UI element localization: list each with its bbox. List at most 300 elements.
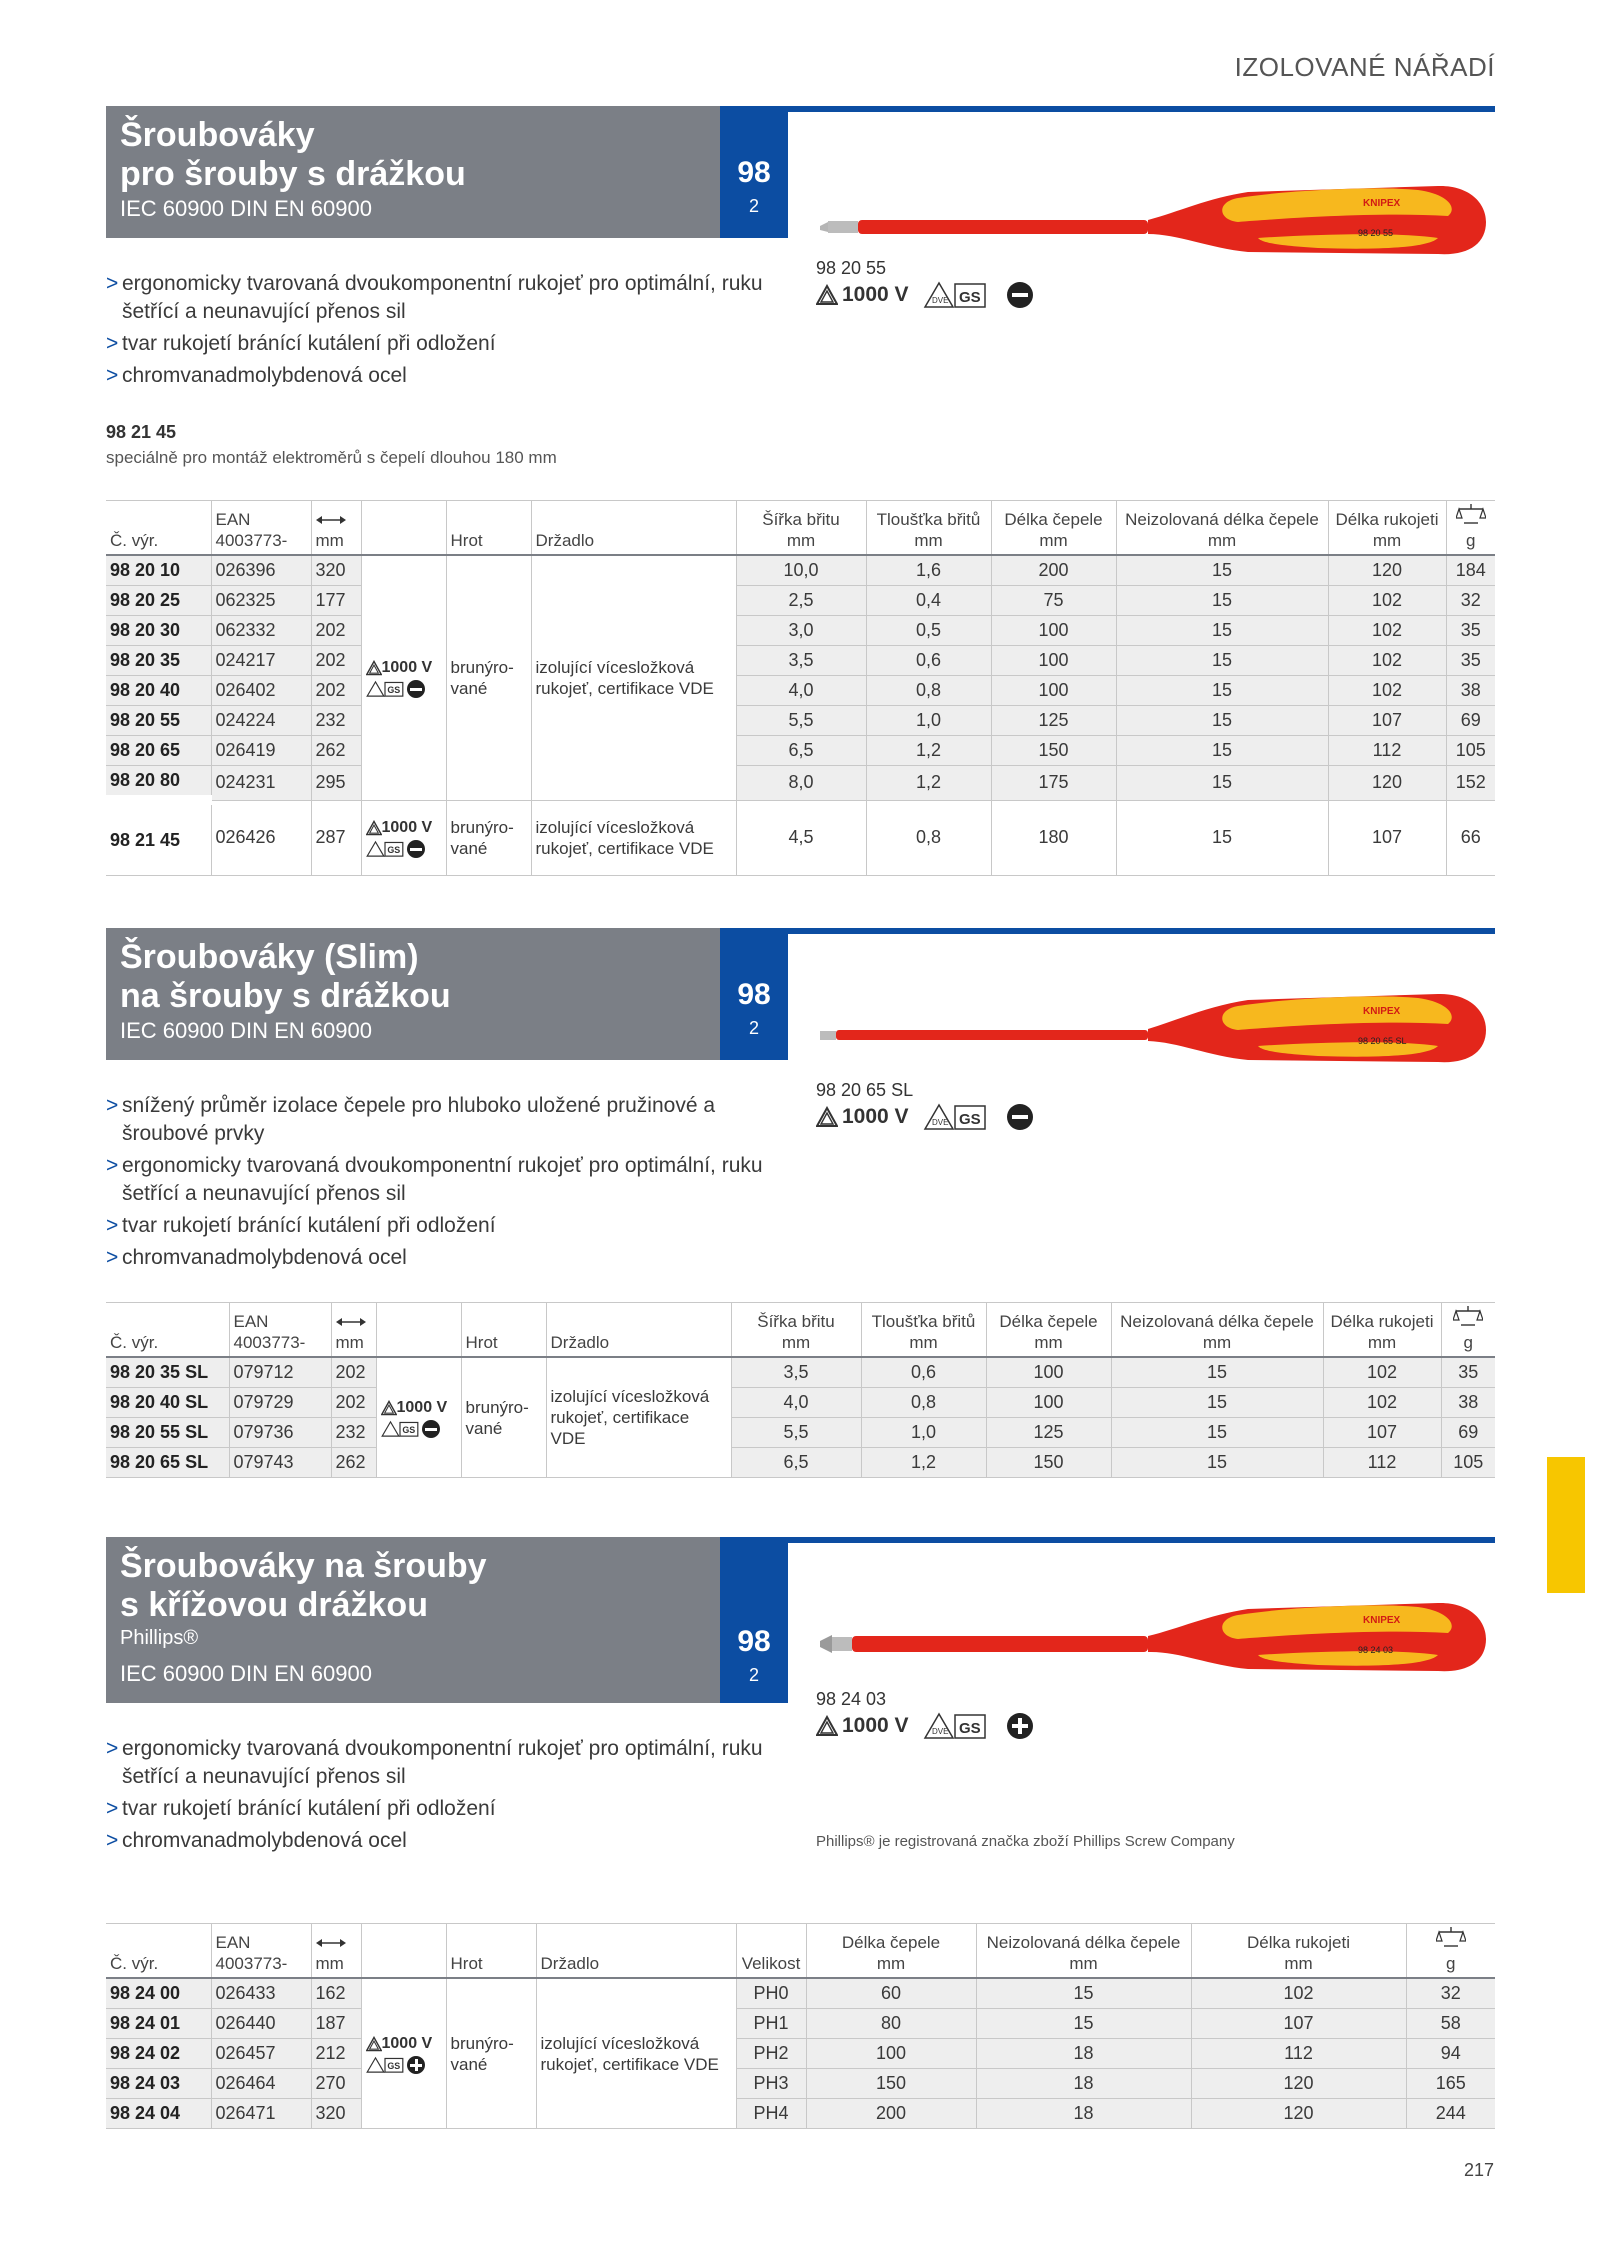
feature-item: > snížený průměr izolace čepele pro hluboko uložené pružinové a šroubové prvky: [106, 1094, 716, 1145]
table-row: [106, 1448, 1495, 1478]
table-cell: 152: [1446, 766, 1495, 801]
table-cell: 026440: [211, 2009, 311, 2039]
col-uninsulated-length: Neizolovaná délka čepele mm: [1116, 501, 1328, 556]
col-uninsulated-length: Neizolovaná délka čepele mm: [1111, 1303, 1323, 1358]
product-table: [106, 500, 1495, 876]
table-cell: 98 20 55 SL: [106, 1418, 229, 1448]
col-blade-length: Délka čepele mm: [991, 501, 1116, 556]
length-arrow-icon: [316, 515, 346, 525]
table-cell: 120: [1191, 2069, 1406, 2099]
table-row: [106, 2039, 1495, 2069]
table-cell: 1,2: [866, 736, 991, 766]
table-cell: 98 20 35: [106, 646, 211, 676]
page-number: 217: [1463, 2160, 1494, 2180]
col-blade-length: Délka čepele mm: [986, 1303, 1111, 1358]
section-phillips-screwdrivers: [106, 1537, 1495, 2177]
table-cell: 295: [311, 766, 361, 801]
vde-gs-certification-icon: [366, 840, 404, 858]
voltage-icons: 1000 V GS: [366, 2033, 442, 2074]
col-handle: Držadlo: [546, 1303, 731, 1358]
table-cell: 18: [976, 2039, 1191, 2069]
section-rule: [788, 106, 1495, 112]
table-cell: 38: [1446, 676, 1495, 706]
insulation-triangle-icon: [366, 820, 382, 836]
table-row: [106, 586, 1495, 616]
feature-list: [106, 1092, 766, 1276]
table-cell: 66: [1446, 800, 1495, 876]
table-row: [106, 2009, 1495, 2039]
table-row: [106, 766, 1495, 801]
tip-cell: brunýro- vané: [446, 800, 531, 876]
svg-text:DVE: DVE: [931, 1727, 949, 1736]
table-cell: PH0: [736, 1978, 806, 2009]
table-cell: 079729: [229, 1388, 331, 1418]
table-cell: 98 21 45: [106, 800, 211, 876]
table-cell: 15: [1111, 1357, 1323, 1388]
table-cell: 6,5: [736, 736, 866, 766]
table-cell: 15: [1116, 766, 1328, 801]
col-uninsulated-length: Neizolovaná délka čepele mm: [976, 1924, 1191, 1979]
handle-cell: izolující vícesložková rukojeť, certifikace VDE: [546, 1357, 731, 1478]
table-cell: 262: [331, 1448, 376, 1478]
table-cell: 10,0: [736, 555, 866, 586]
phillips-tip-icon: [1007, 1713, 1033, 1739]
table-cell: 4,0: [731, 1388, 861, 1418]
section-title: Šroubováky na šrouby s křížovou drážkou: [120, 1547, 487, 1624]
length-arrow-icon: [336, 1317, 366, 1327]
col-handle: Držadlo: [536, 1924, 736, 1979]
table-cell: 112: [1328, 736, 1446, 766]
section-slim-screwdrivers: [106, 928, 1495, 1488]
table-cell: 079712: [229, 1357, 331, 1388]
table-cell: PH4: [736, 2099, 806, 2129]
col-tip: Hrot: [446, 1924, 536, 1979]
table-cell: 35: [1441, 1357, 1495, 1388]
col-handle-length: Délka rukojeti mm: [1328, 501, 1446, 556]
table-row: [106, 2069, 1495, 2099]
col-ean: EAN 4003773-: [211, 501, 311, 556]
svg-text:GS: GS: [386, 845, 400, 856]
table-cell: 15: [1111, 1448, 1323, 1478]
table-cell: 062325: [211, 586, 311, 616]
table-cell: 1,2: [861, 1448, 986, 1478]
product-info: [816, 258, 1033, 309]
section-rule: [788, 928, 1495, 934]
table-cell: 1,0: [866, 706, 991, 736]
slotted-tip-icon: [1007, 282, 1033, 308]
insulation-triangle-icon: [816, 284, 838, 306]
table-cell: 184: [1446, 555, 1495, 586]
table-cell: 125: [986, 1418, 1111, 1448]
note-product-code: 98 21 45: [106, 422, 177, 442]
voltage-cell: [361, 800, 446, 876]
table-row: [106, 646, 1495, 676]
section-standards: IEC 60900 DIN EN 60900: [120, 196, 372, 221]
group-number-box: [720, 928, 788, 1060]
table-row: [106, 2099, 1495, 2129]
table-cell: 100: [991, 676, 1116, 706]
table-cell: 112: [1323, 1448, 1441, 1478]
table-cell: 3,5: [731, 1357, 861, 1388]
table-cell: 150: [806, 2069, 976, 2099]
table-cell: 079736: [229, 1418, 331, 1448]
table-cell: 102: [1191, 1978, 1406, 2009]
table-cell: 100: [991, 646, 1116, 676]
group-number: 98: [737, 1625, 771, 1658]
table-cell: 6,5: [731, 1448, 861, 1478]
vde-gs-certification-icon: [923, 281, 987, 309]
table-cell: 15: [1111, 1418, 1323, 1448]
table-cell: 98 20 65 SL: [106, 1448, 229, 1478]
table-cell: 0,4: [866, 586, 991, 616]
table-cell: 8,0: [736, 766, 866, 801]
handle-cell: izolující vícesložková rukojeť, certifikace VDE: [536, 1978, 736, 2129]
table-cell: 98 20 65: [106, 736, 211, 766]
svg-text:DVE: DVE: [931, 1118, 949, 1127]
svg-text:GS: GS: [386, 2061, 400, 2072]
table-cell: 262: [311, 736, 361, 766]
table-cell: 102: [1323, 1357, 1441, 1388]
table-cell: 162: [311, 1978, 361, 2009]
table-cell: 165: [1406, 2069, 1495, 2099]
svg-text:GS: GS: [958, 1111, 981, 1128]
table-cell: 3,0: [736, 616, 866, 646]
table-cell: 1,6: [866, 555, 991, 586]
svg-text:GS: GS: [401, 1425, 415, 1436]
slotted-tip-icon: [422, 1420, 440, 1438]
table-cell: 0,8: [866, 800, 991, 876]
group-sub-number: 2: [748, 1665, 759, 1685]
table-cell: 0,8: [866, 676, 991, 706]
group-number-box: [720, 1537, 788, 1703]
table-cell: 105: [1441, 1448, 1495, 1478]
table-cell: 15: [1111, 1388, 1323, 1418]
table-cell: 98 20 40 SL: [106, 1388, 229, 1418]
table-cell: 180: [991, 800, 1116, 876]
table-cell: 026471: [211, 2099, 311, 2129]
voltage-cell: [361, 1978, 446, 2129]
table-cell: 4,5: [736, 800, 866, 876]
col-code: Č. výr.: [106, 1303, 229, 1358]
table-cell: 98 20 35 SL: [106, 1357, 229, 1388]
svg-text:KNIPEX: KNIPEX: [1363, 1006, 1401, 1017]
note-text: speciálně pro montáž elektroměrů s čepelí dlouhou 180 mm: [106, 448, 557, 467]
table-cell: 026433: [211, 1978, 311, 2009]
table-cell: 0,5: [866, 616, 991, 646]
col-code: Č. výr.: [106, 1924, 211, 1979]
table-cell: 100: [986, 1357, 1111, 1388]
table-cell: 15: [976, 1978, 1191, 2009]
svg-text:GS: GS: [386, 685, 400, 696]
table-cell: 024217: [211, 646, 311, 676]
table-cell: 1,2: [866, 766, 991, 801]
group-number: 98: [737, 156, 771, 189]
table-cell: 18: [976, 2069, 1191, 2099]
table-cell: 120: [1328, 555, 1446, 586]
svg-text:KNIPEX: KNIPEX: [1363, 1615, 1401, 1626]
section-slotted-screwdrivers: [106, 106, 1495, 876]
table-cell: 232: [311, 706, 361, 736]
table-row: [106, 1357, 1495, 1388]
col-blade-width: Šířka břitu mm: [736, 501, 866, 556]
section-title-box: [106, 106, 720, 238]
col-blade-thickness: Tloušťka břitů mm: [866, 501, 991, 556]
col-tip: Hrot: [446, 501, 531, 556]
col-code: Č. výr.: [106, 501, 211, 556]
table-cell: 232: [331, 1418, 376, 1448]
tip-cell: brunýro- vané: [461, 1357, 546, 1478]
scale-weight-icon: [1453, 1305, 1483, 1327]
table-cell: 98 20 80: [106, 766, 211, 801]
table-cell: 94: [1406, 2039, 1495, 2069]
table-cell: 026457: [211, 2039, 311, 2069]
table-cell: 100: [991, 616, 1116, 646]
vde-gs-certification-icon: [923, 1103, 987, 1131]
col-voltage: [361, 501, 446, 556]
table-row: [106, 676, 1495, 706]
col-weight: g: [1406, 1924, 1495, 1979]
insulation-triangle-icon: [816, 1106, 838, 1128]
table-row: [106, 800, 1495, 876]
table-cell: 98 20 10: [106, 555, 211, 586]
screwdriver-image: [818, 172, 1498, 262]
table-cell: 202: [331, 1388, 376, 1418]
table-cell: 1,0: [861, 1418, 986, 1448]
vde-gs-certification-icon: [923, 1712, 987, 1740]
product-info: [816, 1080, 1033, 1131]
svg-text:KNIPEX: KNIPEX: [1363, 198, 1401, 209]
length-arrow-icon: [316, 1938, 346, 1948]
table-cell: 15: [1116, 616, 1328, 646]
handle-cell: izolující vícesložková rukojeť, certifikace VDE: [531, 555, 736, 800]
table-cell: 202: [311, 676, 361, 706]
table-cell: 026396: [211, 555, 311, 586]
table-cell: 15: [1116, 736, 1328, 766]
scale-weight-icon: [1436, 1926, 1466, 1948]
table-cell: 107: [1328, 706, 1446, 736]
table-cell: 98 20 55: [106, 706, 211, 736]
page-category: IZOLOVANÉ NÁŘADÍ: [1234, 52, 1495, 82]
table-cell: 100: [986, 1388, 1111, 1418]
col-ean: EAN 4003773-: [211, 1924, 311, 1979]
col-tip: Hrot: [461, 1303, 546, 1358]
product-code: 98 20 65 SL: [816, 1080, 914, 1100]
table-cell: 15: [1116, 676, 1328, 706]
section-title-box: [106, 928, 720, 1060]
table-cell: 125: [991, 706, 1116, 736]
table-cell: 026464: [211, 2069, 311, 2099]
table-cell: 287: [311, 800, 361, 876]
feature-item: > tvar rukojetí bránící kutálení při odložení: [106, 332, 496, 355]
product-table: [106, 1923, 1495, 2129]
voltage-icons: 1000 V GS: [366, 657, 442, 698]
col-handle-length: Délka rukojeti mm: [1323, 1303, 1441, 1358]
feature-list: [106, 1735, 766, 1859]
group-sub-number: 2: [748, 196, 759, 216]
table-cell: 98 20 40: [106, 676, 211, 706]
slotted-tip-icon: [407, 840, 425, 858]
screwdriver-image: [818, 1589, 1498, 1679]
insulation-triangle-icon: [381, 1400, 397, 1416]
col-blade-width: Šířka břitu mm: [731, 1303, 861, 1358]
table-cell: 102: [1328, 646, 1446, 676]
feature-item: > chromvanadmolybdenová ocel: [106, 1246, 407, 1269]
phillips-trademark-note: Phillips® je registrovaná značka zboží Phillips Screw Company: [816, 1833, 1235, 1850]
table-row: [106, 1388, 1495, 1418]
table-cell: 98 24 02: [106, 2039, 211, 2069]
slotted-tip-icon: [1007, 1104, 1033, 1130]
table-row: [106, 616, 1495, 646]
table-cell: PH2: [736, 2039, 806, 2069]
product-code: 98 24 03: [816, 1689, 887, 1709]
section-rule: [788, 1537, 1495, 1543]
table-cell: 0,6: [866, 646, 991, 676]
table-cell: 60: [806, 1978, 976, 2009]
table-cell: 120: [1191, 2099, 1406, 2129]
svg-text:DVE: DVE: [931, 296, 949, 305]
table-cell: 69: [1441, 1418, 1495, 1448]
col-weight: g: [1446, 501, 1495, 556]
table-cell: 175: [991, 766, 1116, 801]
col-weight: g: [1441, 1303, 1495, 1358]
table-cell: 0,8: [861, 1388, 986, 1418]
table-cell: 079743: [229, 1448, 331, 1478]
table-cell: 98 20 30: [106, 616, 211, 646]
vde-gs-certification-icon: [366, 680, 404, 698]
feature-item: > chromvanadmolybdenová ocel: [106, 1829, 407, 1852]
col-ean: EAN 4003773-: [229, 1303, 331, 1358]
phillips-tip-icon: [407, 2056, 425, 2074]
table-cell: 15: [1116, 706, 1328, 736]
table-cell: 320: [311, 555, 361, 586]
table-cell: 32: [1406, 1978, 1495, 2009]
section-standards: IEC 60900 DIN EN 60900: [120, 1661, 372, 1686]
table-cell: 100: [806, 2039, 976, 2069]
section-subtitle: Phillips®: [120, 1627, 199, 1649]
table-cell: 15: [1116, 800, 1328, 876]
table-cell: 212: [311, 2039, 361, 2069]
table-cell: 4,0: [736, 676, 866, 706]
table-row: [106, 736, 1495, 766]
table-cell: 107: [1323, 1418, 1441, 1448]
table-cell: 200: [806, 2099, 976, 2129]
col-blade-length: Délka čepele mm: [806, 1924, 976, 1979]
table-cell: 80: [806, 2009, 976, 2039]
table-cell: 270: [311, 2069, 361, 2099]
vde-gs-certification-icon: [366, 2056, 404, 2074]
group-sub-number: 2: [748, 1018, 759, 1038]
table-cell: 200: [991, 555, 1116, 586]
svg-text:98 24 03: 98 24 03: [1358, 1645, 1394, 1655]
table-row: [106, 706, 1495, 736]
table-cell: 5,5: [736, 706, 866, 736]
table-cell: 320: [311, 2099, 361, 2129]
table-cell: PH1: [736, 2009, 806, 2039]
table-row: [106, 1978, 1495, 2009]
table-cell: 75: [991, 586, 1116, 616]
table-cell: 58: [1406, 2009, 1495, 2039]
table-cell: 150: [986, 1448, 1111, 1478]
col-voltage: [361, 1924, 446, 1979]
feature-item: > ergonomicky tvarovaná dvoukomponentní rukojeť pro optimální, ruku šetřící a neunavující přenos sil: [106, 1737, 763, 1788]
tip-cell: brunýro- vané: [446, 1978, 536, 2129]
table-cell: 102: [1328, 616, 1446, 646]
voltage-icons: 1000 V GS: [381, 1397, 457, 1438]
table-cell: 024224: [211, 706, 311, 736]
voltage-cell: [361, 555, 446, 800]
table-cell: 202: [311, 646, 361, 676]
feature-item: > ergonomicky tvarovaná dvoukomponentní rukojeť pro optimální, ruku šetřící a neunavující přenos sil: [106, 272, 763, 323]
voltage-rating: 1000 V: [816, 1714, 909, 1738]
table-cell: 177: [311, 586, 361, 616]
scale-weight-icon: [1456, 503, 1486, 525]
table-cell: PH3: [736, 2069, 806, 2099]
group-number: 98: [737, 978, 771, 1011]
screwdriver-image: [818, 980, 1498, 1070]
feature-item: > tvar rukojetí bránící kutálení při odložení: [106, 1214, 496, 1237]
tip-cell: brunýro- vané: [446, 555, 531, 800]
table-cell: 024231: [211, 766, 311, 801]
col-length: mm: [311, 501, 361, 556]
svg-text:98 20 55: 98 20 55: [1358, 228, 1394, 238]
table-cell: 15: [1116, 586, 1328, 616]
voltage-icons: 1000 V GS: [366, 817, 442, 858]
table-row: [106, 1418, 1495, 1448]
table-cell: 120: [1328, 766, 1446, 801]
table-cell: 150: [991, 736, 1116, 766]
table-cell: 98 20 25: [106, 586, 211, 616]
section-title: Šroubováky pro šrouby s drážkou: [120, 116, 466, 193]
group-number-box: [720, 106, 788, 238]
voltage-rating: 1000 V: [816, 283, 909, 307]
table-row: [106, 555, 1495, 586]
table-cell: 202: [311, 616, 361, 646]
table-cell: 102: [1323, 1388, 1441, 1418]
feature-item: > ergonomicky tvarovaná dvoukomponentní rukojeť pro optimální, ruku šetřící a neunavující přenos sil: [106, 1154, 763, 1205]
table-cell: 5,5: [731, 1418, 861, 1448]
section-standards: IEC 60900 DIN EN 60900: [120, 1018, 372, 1043]
col-voltage: [376, 1303, 461, 1358]
table-cell: 98 24 03: [106, 2069, 211, 2099]
col-handle: Držadlo: [531, 501, 736, 556]
table-cell: 32: [1446, 586, 1495, 616]
col-length: mm: [331, 1303, 376, 1358]
insulation-triangle-icon: [366, 2036, 382, 2052]
table-cell: 105: [1446, 736, 1495, 766]
voltage-cell: [376, 1357, 461, 1478]
table-cell: 026419: [211, 736, 311, 766]
product-code: 98 20 55: [816, 258, 887, 278]
table-cell: 102: [1328, 586, 1446, 616]
feature-list: [106, 270, 766, 394]
table-cell: 15: [1116, 646, 1328, 676]
feature-item: > tvar rukojetí bránící kutálení při odložení: [106, 1797, 496, 1820]
table-cell: 98 24 01: [106, 2009, 211, 2039]
table-cell: 98 24 00: [106, 1978, 211, 2009]
svg-text:GS: GS: [958, 1720, 981, 1737]
table-cell: 15: [1116, 555, 1328, 586]
voltage-rating: 1000 V: [816, 1105, 909, 1129]
table-cell: 112: [1191, 2039, 1406, 2069]
svg-text:98 20 65 SL: 98 20 65 SL: [1358, 1036, 1407, 1046]
table-cell: 062332: [211, 616, 311, 646]
table-cell: 18: [976, 2099, 1191, 2129]
table-cell: 202: [331, 1357, 376, 1388]
section-title: Šroubováky (Slim) na šrouby s drážkou: [120, 938, 451, 1015]
table-cell: 35: [1446, 646, 1495, 676]
slotted-tip-icon: [407, 680, 425, 698]
table-cell: 35: [1446, 616, 1495, 646]
